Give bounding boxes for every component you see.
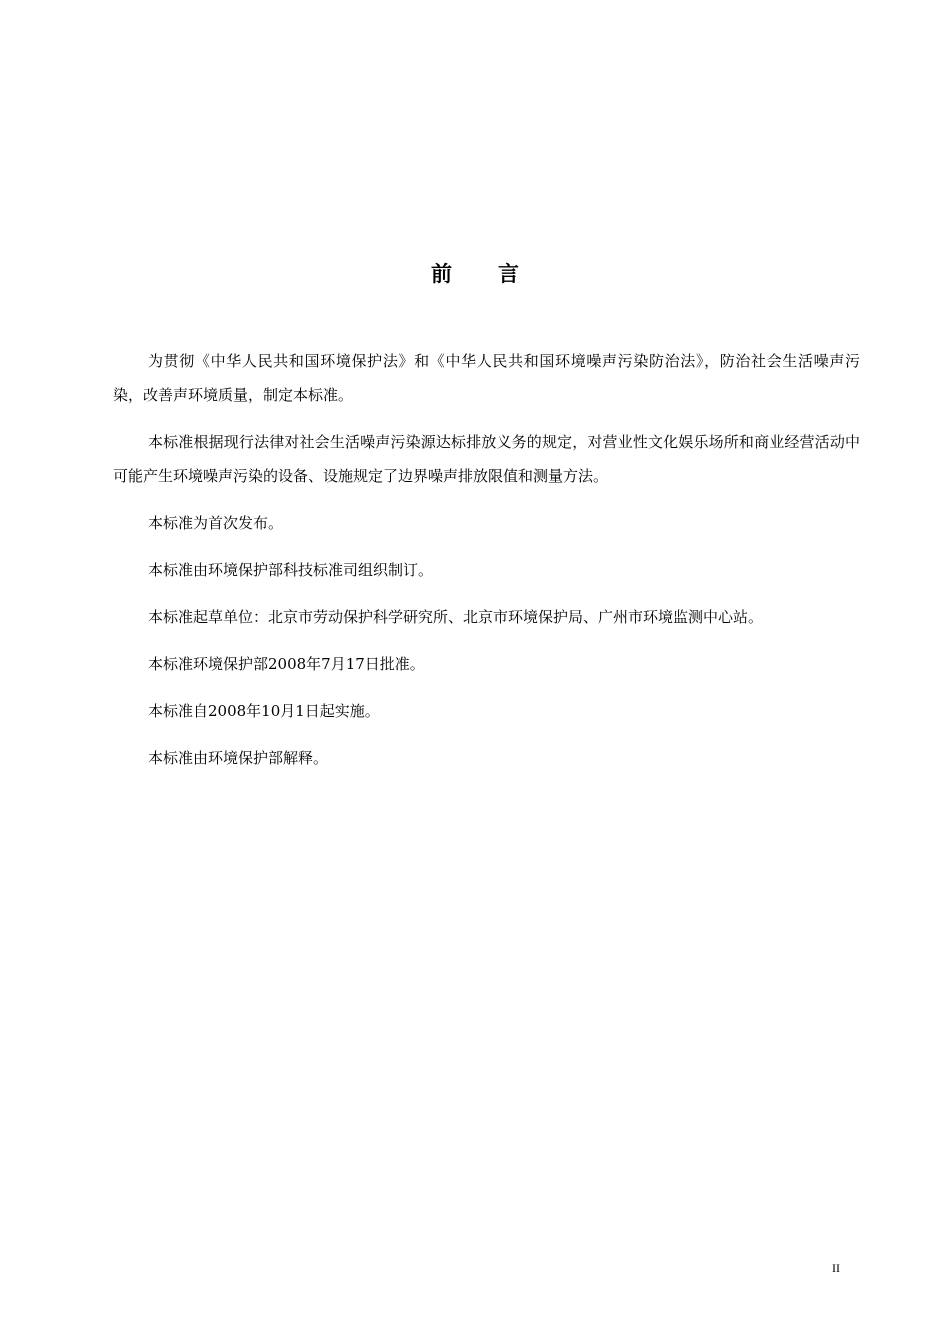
paragraph-interpretation: 本标准由环境保护部解释。 <box>148 749 329 767</box>
paragraph-first-release: 本标准为首次发布。 <box>148 514 284 532</box>
paragraph-approval-date: 本标准环境保护部2008年7月17日批准。 <box>148 655 425 673</box>
title-char-2: 言 <box>498 262 519 286</box>
title-char-1: 前 <box>431 262 452 286</box>
page-title <box>0 258 950 288</box>
foreword-body <box>113 344 860 788</box>
page-number: II <box>832 1261 840 1275</box>
paragraph-purpose: 为贯彻《中华人民共和国环境保护法》和《中华人民共和国环境噪声污染防治法》，防治社会生活噪声污染，改善声环境质量，制定本标准。 <box>113 352 860 404</box>
paragraph-organizer: 本标准由环境保护部科技标准司组织制订。 <box>148 561 434 579</box>
paragraph-scope: 本标准根据现行法律对社会生活噪声污染源达标排放义务的规定，对营业性文化娱乐场所和商业经营活动中可能产生环境噪声污染的设备、设施规定了边界噪声排放限值和测量方法。 <box>113 433 860 485</box>
paragraph-effective-date: 本标准自2008年10月1日起实施。 <box>148 702 380 720</box>
paragraph-drafting-units: 本标准起草单位：北京市劳动保护科学研究所、北京市环境保护局、广州市环境监测中心站。 <box>148 608 764 626</box>
